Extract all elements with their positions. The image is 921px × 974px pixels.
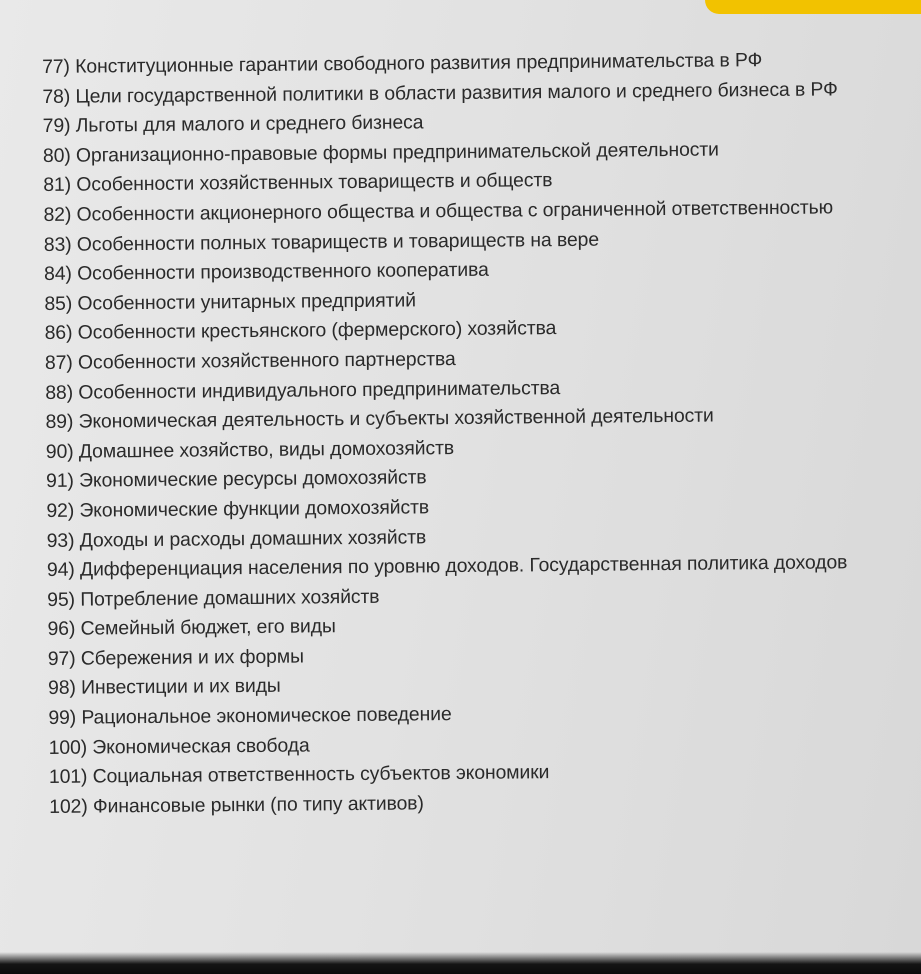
list-item: 78) Цели государственной политики в области развития малого и среднего бизнеса в РФ	[42, 77, 838, 108]
list-item: 102) Финансовые рынки (по типу активов)	[49, 792, 424, 818]
list-item: 83) Особенности полных товариществ и товариществ на вере	[43, 228, 600, 256]
list-item: 95) Потребление домашних хозяйств	[47, 585, 380, 611]
list-item: 81) Особенности хозяйственных товариществ и обществ	[43, 169, 553, 197]
list-item: 85) Особенности унитарных предприятий	[44, 289, 416, 315]
list-item: 79) Льготы для малого и среднего бизнеса	[42, 111, 424, 138]
list-item: 92) Экономические функции домохозяйств	[46, 496, 430, 522]
list-item: 101) Социальная ответственность субъектов экономики	[48, 761, 550, 789]
list-item: 90) Домашнее хозяйство, виды домохозяйств	[45, 436, 455, 463]
list-item: 87) Особенности хозяйственного партнерства	[44, 347, 456, 374]
list-item: 80) Организационно-правовые формы предпринимательской деятельности	[42, 138, 719, 167]
topic-list	[42, 45, 879, 822]
list-item: 93) Доходы и расходы домашних хозяйств	[46, 525, 427, 552]
list-item: 86) Особенности крестьянского (фермерского) хозяйства	[44, 317, 557, 345]
list-item: 89) Экономическая деятельность и субъекты хозяйственной деятельности	[45, 404, 714, 434]
yellow-header-tab	[705, 0, 921, 14]
list-item: 88) Особенности индивидуального предпринимательства	[45, 376, 561, 404]
list-item: 82) Особенности акционерного общества и общества с ограниченной ответственностью	[43, 196, 834, 226]
list-item: 84) Особенности производственного кооператива	[44, 258, 489, 286]
list-item: 91) Экономические ресурсы домохозяйств	[46, 466, 427, 493]
screen-bottom-edge	[0, 952, 921, 974]
list-item: 99) Рациональное экономическое поведение	[48, 703, 452, 730]
list-item: 100) Экономическая свобода	[48, 734, 310, 759]
list-item: 96) Семейный бюджет, его виды	[47, 615, 336, 641]
list-item: 98) Инвестиции и их виды	[47, 675, 281, 700]
list-item: 94) Дифференциация населения по уровню доходов. Государственная политика доходов	[46, 551, 848, 582]
list-item: 97) Сбережения и их формы	[47, 645, 304, 670]
list-item: 77) Конституционные гарантии свободного развития предпринимательства в РФ	[42, 49, 763, 78]
